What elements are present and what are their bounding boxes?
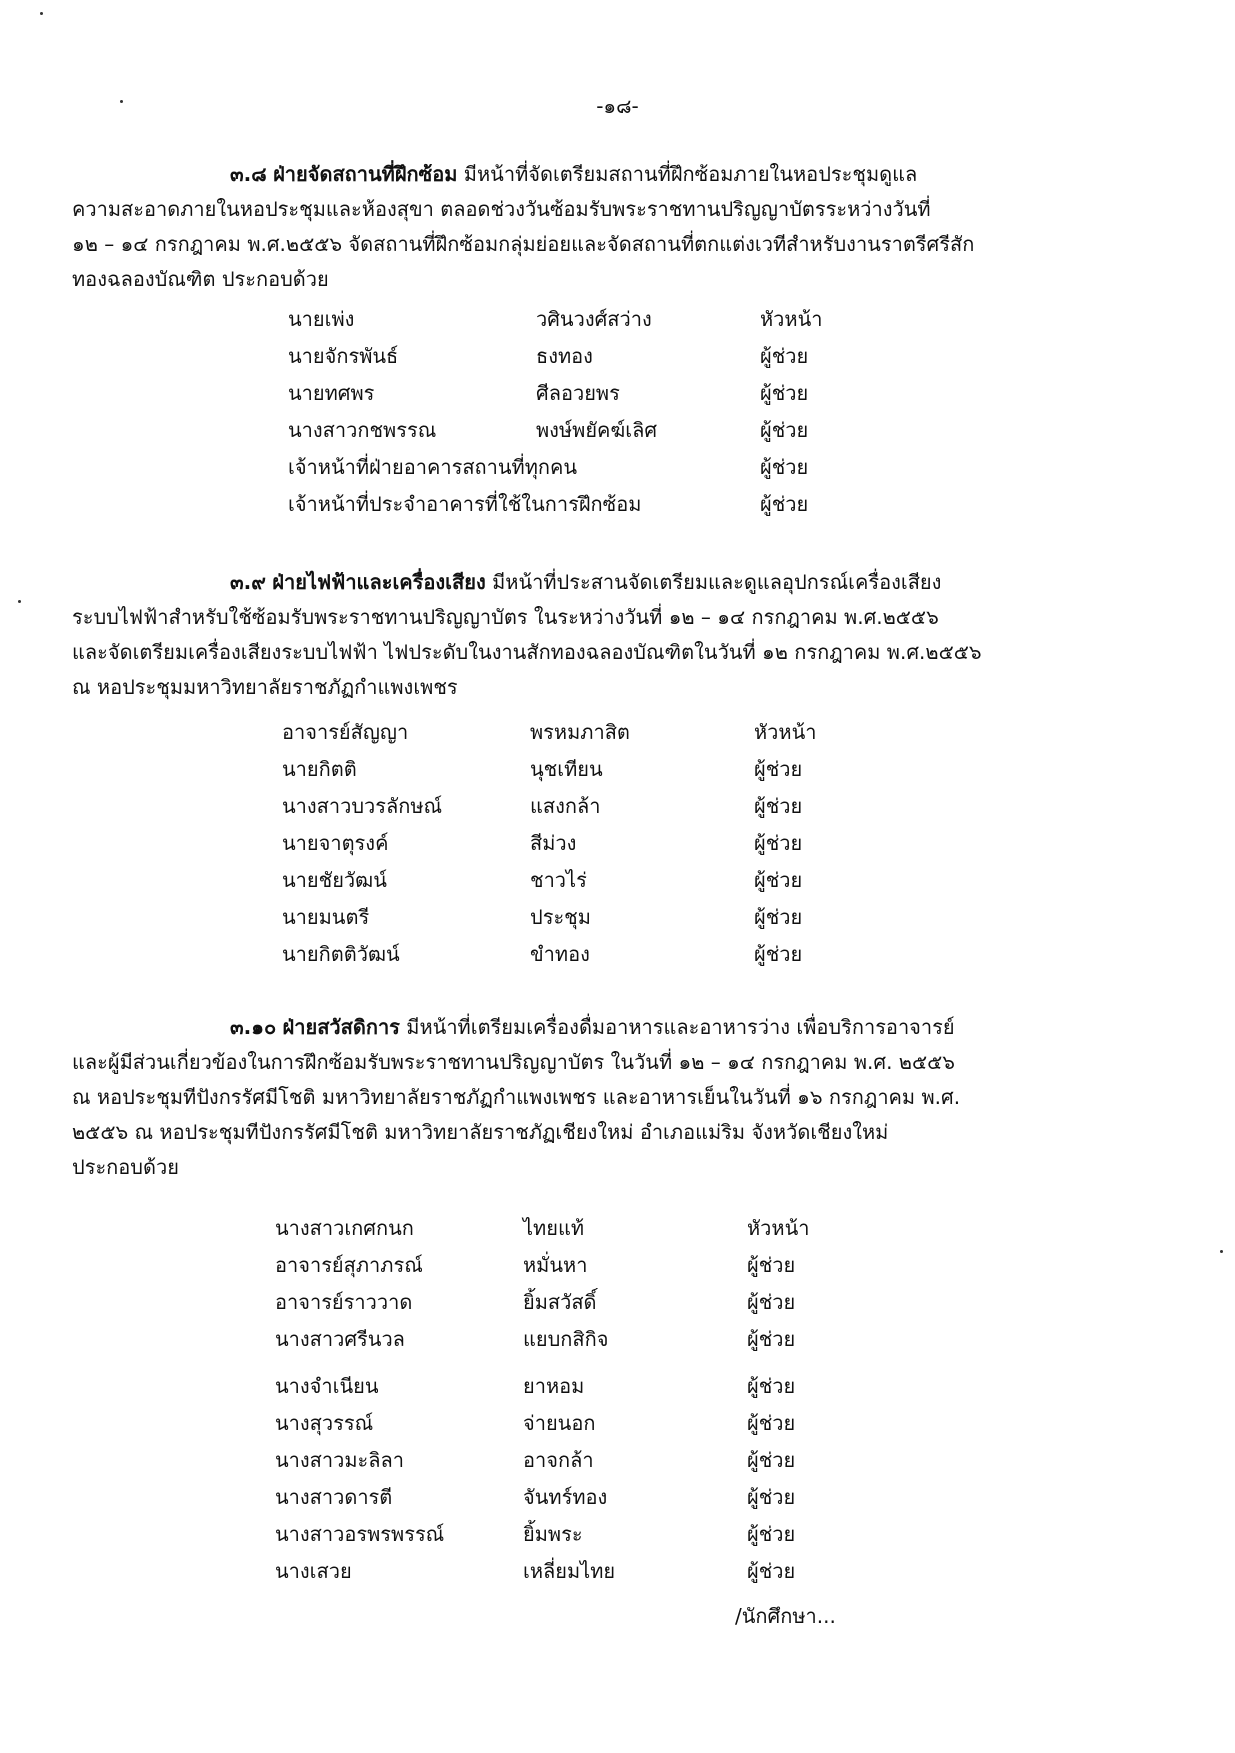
section-3-9-heading: [72, 565, 1182, 600]
section-line: ประกอบด้วย: [72, 1155, 179, 1179]
section-3-10-body: [72, 1045, 1182, 1185]
section-3-8-heading: [72, 157, 1182, 192]
section-number: ๓.๙: [230, 570, 266, 594]
section-line: ณ หอประชุมทีปังกรรัศมีโชติ มหาวิทยาลัยราชภัฏกำแพงเพชร และอาหารเย็นในวันที่ ๑๖ กรกฎาคม พ.ศ.: [72, 1085, 961, 1109]
section-title: ฝ่ายสวัสดิการ: [282, 1015, 400, 1039]
section-title: ฝ่ายจัดสถานที่ฝึกซ้อม: [273, 162, 458, 186]
section-3-8-body: [72, 192, 1182, 297]
section-title: ฝ่ายไฟฟ้าและเครื่องเสียง: [272, 570, 486, 594]
section-line: และจัดเตรียมเครื่องเสียงระบบไฟฟ้า ไฟประดับในงานสักทองฉลองบัณฑิตในวันที่ ๑๒ กรกฎาคม พ.ศ.๒๕๕๖: [72, 640, 982, 664]
section-line: ทองฉลองบัณฑิต ประกอบด้วย: [72, 267, 329, 291]
scan-speck: [120, 100, 123, 103]
section-line: ความสะอาดภายในหอประชุมและห้องสุขา ตลอดช่วงวันซ้อมรับพระราชทานปริญญาบัตรระหว่างวันที่: [72, 197, 931, 221]
scan-speck: [18, 600, 21, 603]
page-number: -๑๘-: [596, 94, 639, 118]
section-line: มีหน้าที่ประสานจัดเตรียมและดูแลอุปกรณ์เครื่องเสียง: [492, 570, 942, 594]
section-line: และผู้มีส่วนเกี่ยวข้องในการฝึกซ้อมรับพระราชทานปริญญาบัตร ในวันที่ ๑๒ – ๑๔ กรกฎาคม พ.ศ. ๒๕๕๖: [72, 1050, 955, 1074]
section-number: ๓.๘: [230, 162, 267, 186]
continuation-marker: /นักศึกษา...: [735, 1604, 836, 1628]
scan-speck: [1220, 1250, 1223, 1253]
section-number: ๓.๑๐: [230, 1015, 277, 1039]
section-3-9-body: [72, 600, 1182, 705]
section-line: ๑๒ – ๑๔ กรกฎาคม พ.ศ.๒๕๕๖ จัดสถานที่ฝึกซ้อมกลุ่มย่อยและจัดสถานที่ตกแต่งเวทีสำหรับงานราตรีศรีสัก: [72, 232, 975, 256]
section-line: ณ หอประชุมมหาวิทยาลัยราชภัฏกำแพงเพชร: [72, 675, 458, 699]
section-line: ระบบไฟฟ้าสำหรับใช้ซ้อมรับพระราชทานปริญญาบัตร ในระหว่างวันที่ ๑๒ – ๑๔ กรกฎาคม พ.ศ.๒๕๕๖: [72, 605, 939, 629]
section-3-10-heading: [72, 1010, 1182, 1045]
section-line: มีหน้าที่เตรียมเครื่องดื่มอาหารและอาหารว่าง เพื่อบริการอาจารย์: [406, 1015, 955, 1039]
section-line: ๒๕๕๖ ณ หอประชุมทีปังกรรัศมีโชติ มหาวิทยาลัยราชภัฏเชียงใหม่ อำเภอแม่ริม จังหวัดเชียงใหม่: [72, 1120, 889, 1144]
scan-speck: [40, 12, 43, 15]
section-line: มีหน้าที่จัดเตรียมสถานที่ฝึกซ้อมภายในหอประชุมดูแล: [463, 162, 918, 186]
